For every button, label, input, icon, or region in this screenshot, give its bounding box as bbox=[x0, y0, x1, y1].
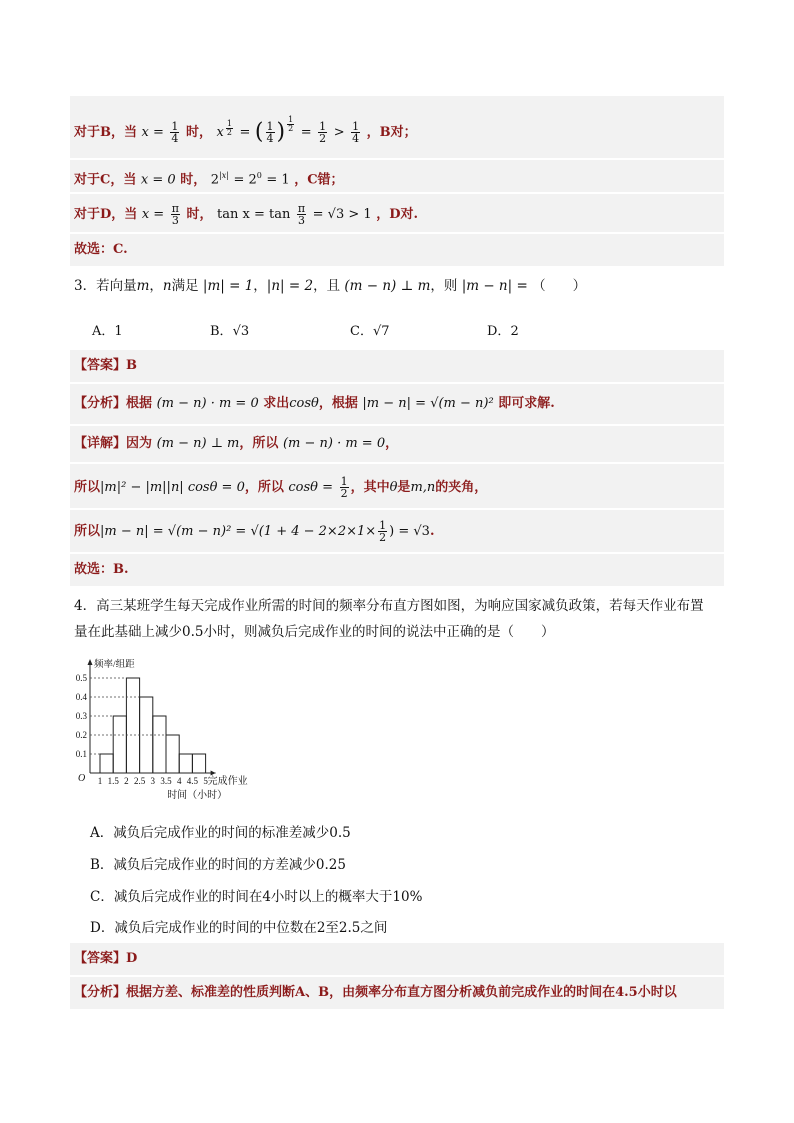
x-tick-label: 1.5 bbox=[107, 776, 119, 786]
q4-answer-value: D bbox=[126, 951, 138, 966]
b-gt: > bbox=[333, 125, 345, 140]
b-paren-exp bbox=[287, 116, 294, 133]
b-eq2: = bbox=[300, 125, 312, 140]
q3-detail-expr2: (m − n) · m = 0 bbox=[282, 436, 386, 451]
q3-and: ，且 bbox=[313, 278, 341, 294]
x-axis-label: 完成作业 bbox=[207, 776, 248, 787]
d-frac-den: 3 bbox=[171, 214, 179, 227]
c-rest: = 1 bbox=[266, 172, 290, 188]
x-tick-label: 2.5 bbox=[133, 776, 146, 786]
c-tail: ，C错； bbox=[294, 172, 344, 188]
d-frac bbox=[171, 203, 180, 226]
q3-answer bbox=[74, 356, 137, 376]
q3-line2-text-3: ，其中 bbox=[350, 480, 390, 495]
x-tick-label: 1 bbox=[97, 776, 103, 786]
b-lparen: ( bbox=[254, 119, 264, 145]
q3-then: ，则 bbox=[430, 278, 458, 294]
q3-answer-value: B bbox=[126, 358, 138, 373]
q3-line2-expr: |m|² − |m||n| cosθ = 0 bbox=[100, 480, 245, 495]
q3-option-b-label: B． bbox=[210, 324, 233, 339]
histogram-bar bbox=[153, 716, 166, 773]
q3-line3-den: 2 bbox=[379, 531, 387, 544]
q3-m: m bbox=[136, 278, 150, 294]
q3-detail-text-2: ，所以 bbox=[239, 436, 279, 451]
q3-option-a-label: A． bbox=[92, 324, 115, 339]
q3-option-c-value: √7 bbox=[372, 324, 390, 339]
y-tick-label: 0.1 bbox=[75, 749, 87, 759]
q3-option-b[interactable] bbox=[210, 320, 249, 339]
b-expr-exp-den: 2 bbox=[226, 128, 232, 137]
q4-option-a[interactable]: A．减负后完成作业的时间的标准差减少0.5 bbox=[90, 825, 351, 841]
q3-option-a[interactable] bbox=[92, 320, 123, 339]
b-paren-num: 1 bbox=[266, 120, 274, 133]
choose-c: 故选：C. bbox=[74, 242, 128, 257]
b-r2-den: 4 bbox=[352, 132, 360, 145]
q3-detail-3 bbox=[74, 520, 434, 543]
d-expr: tan x = tan bbox=[217, 207, 291, 222]
b-x-eq: x = bbox=[141, 125, 164, 140]
q3-analysis-1: 根据 bbox=[126, 396, 153, 411]
q4-option-c[interactable]: C．减负后完成作业的时间在4小时以上的概率大于10% bbox=[90, 889, 423, 905]
q3-perp: (m − n) ⊥ m bbox=[344, 278, 431, 294]
q3-analysis-cos: cosθ bbox=[289, 396, 319, 411]
q3-abs-n: |n| = 2 bbox=[266, 278, 314, 294]
b-r-num: 1 bbox=[319, 120, 327, 133]
q3-sep: ， bbox=[149, 278, 163, 294]
q3-option-d-value: 2 bbox=[510, 324, 519, 339]
y-tick-label: 0.2 bbox=[75, 730, 87, 740]
b-frac-1-den: 4 bbox=[171, 132, 179, 145]
b-rparen: ) bbox=[276, 119, 286, 145]
q3-detail-1 bbox=[74, 434, 398, 454]
q3-blank: （ ） bbox=[532, 278, 587, 294]
y-tick-label: 0.3 bbox=[75, 711, 87, 721]
x-tick-label: 2 bbox=[124, 776, 129, 786]
b-paren-exp-num: 1 bbox=[288, 115, 294, 124]
q3-option-d[interactable] bbox=[487, 320, 519, 339]
q3-answer-tag: 【答案】 bbox=[74, 358, 127, 373]
q4-analysis-text: 根据方差、标准差的性质判断A、B，由频率分布直方图分析减负前完成作业的时间在4.5小时以 bbox=[126, 985, 677, 1000]
q3-analysis-expr1: (m − n) · m = 0 bbox=[156, 396, 259, 411]
b-expr-exp-num: 1 bbox=[226, 119, 232, 128]
q3-line2-text-1: 所以 bbox=[74, 480, 101, 495]
b-paren-exp-den: 2 bbox=[288, 124, 294, 133]
q3-line2-text-5: 的夹角， bbox=[435, 480, 488, 495]
q3-detail-expr1: (m − n) ⊥ m bbox=[156, 436, 240, 451]
answer-band bbox=[70, 350, 724, 382]
q3-detail-text-3: ， bbox=[385, 436, 399, 451]
d-frac2 bbox=[297, 203, 306, 226]
q3-analysis-tag: 【分析】 bbox=[74, 396, 127, 411]
b-when: 时， bbox=[185, 125, 212, 140]
y-tick-label: 0.4 bbox=[75, 692, 87, 702]
y-axis-arrow bbox=[88, 659, 93, 665]
d-x-eq: x = bbox=[141, 207, 165, 222]
q3-line2-den: 2 bbox=[340, 487, 348, 500]
q4-analysis-tag: 【分析】 bbox=[74, 985, 127, 1000]
q4-answer-band bbox=[70, 943, 724, 975]
q3-line2-theta: θ bbox=[389, 480, 398, 495]
y-axis-label: 频率/组距 bbox=[94, 660, 135, 670]
b-lead: 对于B，当 bbox=[74, 125, 137, 140]
c-when: 时， bbox=[180, 172, 207, 188]
q3-line2-frac bbox=[340, 476, 349, 499]
b-line bbox=[74, 116, 417, 144]
d-lead: 对于D，当 bbox=[74, 207, 138, 222]
histogram-bar bbox=[100, 754, 113, 773]
choose-c-band bbox=[70, 234, 724, 266]
q3-line2-cos: cosθ = bbox=[288, 480, 334, 495]
q4-analysis bbox=[74, 983, 677, 1003]
histogram-bar bbox=[113, 716, 126, 773]
choose-b-band bbox=[70, 554, 724, 586]
b-tail: ，B对； bbox=[366, 125, 417, 140]
q3-ask: |m − n| = bbox=[461, 278, 528, 294]
c-lead: 对于C，当 bbox=[74, 172, 137, 188]
d-when: 时， bbox=[186, 207, 213, 222]
q3-line3-dot: . bbox=[429, 524, 435, 539]
q3-line2-num: 1 bbox=[340, 475, 348, 488]
histogram-group bbox=[76, 658, 248, 801]
c-expr-sup: |x| bbox=[219, 171, 229, 180]
q3-cond1: 满足 bbox=[171, 278, 199, 294]
q3-stem-line: 3．若向量m，n满足 |m| = 1，|n| = 2，且 (m − n) ⊥ m，则 |m − n| = （ ） bbox=[74, 278, 587, 294]
d-frac2-num: π bbox=[297, 202, 306, 215]
x-tick-label: 4 bbox=[176, 776, 182, 786]
q4-answer-tag: 【答案】 bbox=[74, 951, 127, 966]
d-rest: = √3 > 1 bbox=[312, 207, 372, 222]
q3-line3-expr: |m − n| = √(m − n)² = √(1 + 4 − 2×2×1× bbox=[100, 524, 377, 539]
b-r-den: 2 bbox=[319, 132, 327, 145]
x-tick-label: 4.5 bbox=[186, 776, 199, 786]
b-r2-frac bbox=[351, 121, 360, 144]
histogram-chart bbox=[70, 655, 290, 805]
q4-stem-1: 4．高三某班学生每天完成作业所需的时间的频率分布直方图如图，为响应国家减负政策，若每天作业布置 bbox=[74, 598, 704, 614]
histogram-bar bbox=[192, 754, 205, 773]
d-line bbox=[74, 203, 418, 226]
q4-answer bbox=[74, 949, 137, 969]
origin-label: O bbox=[78, 773, 86, 784]
q3-stem: 3．若向量 bbox=[74, 278, 137, 294]
q4-option-b[interactable]: B．减负后完成作业的时间的方差减少0.25 bbox=[90, 857, 346, 873]
q3-option-b-value: √3 bbox=[232, 324, 250, 339]
q3-option-a-value: 1 bbox=[114, 324, 123, 339]
q3-analysis-4: 即可求解. bbox=[498, 396, 555, 411]
b-r-frac bbox=[318, 121, 327, 144]
q3-line2-mn: m,n bbox=[410, 480, 436, 495]
x-tick-label: 3.5 bbox=[160, 776, 172, 786]
b-paren-den: 4 bbox=[266, 132, 274, 145]
q3-line3-frac bbox=[378, 520, 387, 543]
b-paren-frac bbox=[266, 121, 275, 144]
d-tail: ，D对. bbox=[376, 207, 418, 222]
d-frac-num: π bbox=[171, 202, 179, 215]
c-eq-sup: 0 bbox=[256, 171, 262, 180]
q3-option-d-label: D． bbox=[487, 324, 511, 339]
d-frac2-den: 3 bbox=[297, 214, 305, 227]
c-eq: = 2 bbox=[233, 172, 257, 188]
q3-line3-text-1: 所以 bbox=[74, 524, 101, 539]
q3-analysis bbox=[74, 394, 555, 414]
q3-option-c-label: C． bbox=[350, 324, 373, 339]
q3-line2-text-4: 是 bbox=[397, 480, 411, 495]
histogram-bar bbox=[126, 678, 139, 773]
q3-line3-num: 1 bbox=[379, 519, 387, 532]
b-frac-1-num: 1 bbox=[171, 120, 179, 133]
x-axis-label-unit: 时间（小时） bbox=[167, 790, 228, 801]
b-expr-base: x bbox=[216, 125, 224, 140]
q4-option-d[interactable]: D．减负后完成作业的时间的中位数在2至2.5之间 bbox=[90, 920, 388, 936]
c-cond: x = 0 bbox=[140, 172, 176, 188]
q3-detail-tag: 【详解】 bbox=[74, 436, 127, 451]
q3-line2-text-2: ，所以 bbox=[244, 480, 284, 495]
x-axis-arrow bbox=[211, 771, 216, 776]
q3-detail-text-1: 因为 bbox=[126, 436, 153, 451]
q4-stem-2: 量在此基础上减少0.5小时，则减负后完成作业的时间的说法中正确的是（ ） bbox=[74, 624, 555, 640]
x-tick-label: 3 bbox=[150, 776, 156, 786]
q3-n: n bbox=[162, 278, 172, 294]
x-tick-label: 5 bbox=[203, 776, 208, 786]
b-frac-1 bbox=[170, 121, 179, 144]
q3-analysis-expr2: |m − n| = √(m − n)² bbox=[362, 396, 494, 411]
q3-detail-2 bbox=[74, 476, 487, 499]
b-r2-num: 1 bbox=[352, 120, 360, 133]
q3-line3-end: ) = √3 bbox=[389, 524, 430, 539]
q3-option-c[interactable] bbox=[350, 320, 390, 339]
choose-b: 故选：B. bbox=[74, 562, 129, 577]
histogram-bar bbox=[166, 735, 179, 773]
histogram-bar bbox=[179, 754, 192, 773]
q3-analysis-2: 求出 bbox=[263, 396, 290, 411]
b-eq1: = bbox=[239, 125, 251, 140]
y-tick-label: 0.5 bbox=[75, 673, 87, 683]
c-expr: 2 bbox=[210, 172, 220, 188]
q3-analysis-3: ，根据 bbox=[318, 396, 358, 411]
c-line bbox=[74, 166, 344, 190]
b-expr-exp bbox=[226, 120, 233, 137]
q3-abs-m: |m| = 1 bbox=[202, 278, 254, 294]
